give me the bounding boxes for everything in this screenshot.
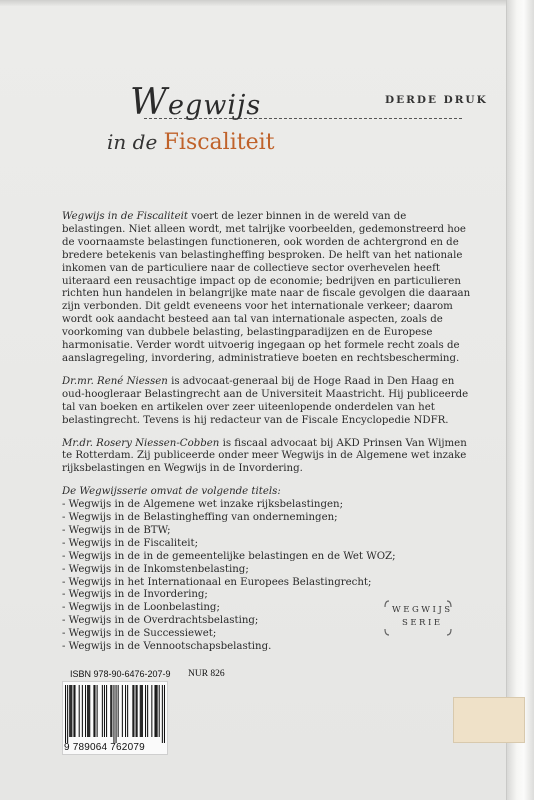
author2-name: Mr.dr. Rosery Niessen-Cobben: [62, 437, 220, 449]
barcode-bar: [127, 685, 128, 737]
barcode-bar: [102, 685, 103, 737]
list-item: - Wegwijs in de Inkomstenbelasting;: [62, 563, 249, 575]
barcode-bar: [151, 685, 152, 737]
barcode-bar: [118, 685, 119, 737]
barcode-bar: [133, 685, 134, 737]
barcode-bar: [73, 685, 74, 737]
intro-text: voert de lezer binnen in de wereld van de belastingen. Niet alleen wordt, met talrijke voorbeelden, gedemonstreerd hoe de voornaamste belastingen functioneren, ook worden de achtergrond en de bredere betekenis van belastingheffing besproken. De helft van het nationale inkomen van de particuliere naar de collectieve sector overhevelen heeft uiteraard een reusachtige impact op de economie; bedrijven en particulieren richten hun handelen in belangrijke mate naar de fiscale gevolgen die daaraan zijn verbonden. Dit geldt eveneens voor het internationale verkeer; daarom wordt ook aandacht besteed aan tal van internationale aspecten, zoals de voorkoming van dubbele belasting, belastingparadijzen en de Europese harmonisatie. Verder wordt uitvoerig ingegaan op het formele recht zoals de aanslagregeling, invordering, administratieve boeten en rechtsbescherming.: [62, 211, 471, 364]
barcode-bar: [132, 685, 133, 737]
barcode-bar: [122, 685, 123, 737]
author2-text: is fiscaal advocaat bij AKD Prinsen Van Wijmen te Rotterdam. Zij publiceerde onder meer Wegwijs in de Algemene wet inzake rijksbelastingen en Wegwijs in de Invordering.: [62, 437, 467, 475]
barcode-bar: [85, 685, 86, 737]
barcode-bar: [125, 685, 126, 737]
barcode-bar: [140, 685, 141, 737]
title-initial: W: [130, 82, 169, 123]
intro-paragraph: [62, 211, 472, 366]
edition-label: DERDE DRUK: [385, 94, 488, 106]
barcode-bar: [116, 685, 117, 743]
barcode-bar: [87, 685, 88, 737]
barcode-bar: [70, 685, 71, 737]
blurb: [62, 211, 472, 654]
barcode-bar: [162, 685, 163, 743]
author2-paragraph: [62, 438, 472, 477]
list-item: - Wegwijs in de Invordering;: [62, 589, 208, 601]
barcode-bar: [106, 685, 107, 737]
list-item: - Wegwijs in het Internationaal en Europees Belastingrecht;: [62, 576, 372, 588]
barcode-digits: 9 789064 762079: [64, 742, 145, 753]
barcode-bar: [113, 685, 114, 743]
nur-label: NUR 826: [188, 669, 225, 679]
author1-text: is advocaat-generaal bij de Hoge Raad in Den Haag en oud-hoogleraar Belastingrecht aan de Universiteit Maastricht. Hij publiceerde tal van boeken en artikelen over zeer uiteenlopende onderdelen van het belastingrecht. Tevens is hij redacteur van de Fiscale Encyclopedie NDFR.: [62, 375, 469, 426]
barcode-bars: [65, 685, 165, 743]
barcode-bar: [111, 685, 112, 737]
price-sticker: [453, 697, 525, 743]
subtitle-prefix: in de: [107, 130, 164, 154]
barcode-bar: [147, 685, 148, 737]
subtitle-main: Fiscaliteit: [163, 130, 275, 155]
barcode-bar: [156, 685, 157, 737]
list-item: - Wegwijs in de in de gemeentelijke belastingen en de Wet WOZ;: [62, 550, 396, 562]
badge-line1: WEGWIJS: [392, 605, 453, 615]
isbn-label: ISBN 978-90-6476-207-9: [70, 669, 171, 679]
book-subtitle: [107, 130, 274, 155]
barcode-bar: [104, 685, 105, 737]
barcode-bar: [145, 685, 146, 737]
barcode-bar: [88, 685, 89, 737]
barcode-bar: [79, 685, 80, 737]
barcode-bar: [142, 685, 143, 737]
barcode-bar: [164, 685, 165, 743]
badge-line2: SERIE: [402, 618, 443, 628]
list-item: - Wegwijs in de BTW;: [62, 524, 171, 536]
series-heading: De Wegwijsserie omvat de volgende titels:: [62, 486, 281, 498]
intro-lead: Wegwijs in de Fiscaliteit: [62, 211, 188, 222]
list-item: - Wegwijs in de Belastingheffing van ondernemingen;: [62, 512, 338, 524]
list-item: - Wegwijs in de Loonbelasting;: [62, 602, 220, 614]
barcode-bar: [137, 685, 138, 737]
series-badge: [392, 604, 453, 630]
barcode-bar: [136, 685, 137, 737]
list-item: - Wegwijs in de Overdrachtsbelasting;: [62, 615, 259, 627]
author1-paragraph: [62, 376, 472, 428]
barcode-bar: [154, 685, 155, 737]
barcode-bar: [71, 685, 72, 737]
title-rest: egwijs: [168, 90, 262, 121]
book-spine-edge: [506, 0, 534, 800]
list-item: - Wegwijs in de Vennootschapsbelasting.: [62, 641, 272, 653]
list-item: - Wegwijs in de Algemene wet inzake rijksbelastingen;: [62, 499, 344, 511]
list-item: - Wegwijs in de Successiewet;: [62, 628, 217, 640]
barcode-bar: [89, 685, 90, 737]
title-dashed-line: [144, 118, 462, 119]
barcode-bar: [110, 685, 111, 737]
barcode-bar: [67, 685, 68, 743]
barcode-bar: [82, 685, 83, 737]
barcode-bar: [141, 685, 142, 737]
book-title: [130, 82, 261, 123]
barcode-bar: [74, 685, 75, 737]
barcode-bar: [93, 685, 94, 737]
list-item: - Wegwijs in de Fiscaliteit;: [62, 537, 199, 549]
barcode-bar: [159, 685, 160, 737]
barcode-bar: [65, 685, 66, 743]
barcode-bar: [157, 685, 158, 737]
barcode-bar: [94, 685, 95, 737]
author1-name: Dr.mr. René Niessen: [62, 375, 168, 387]
top-edge: [0, 0, 534, 6]
barcode-bar: [97, 685, 98, 737]
barcode-bar: [69, 685, 70, 737]
